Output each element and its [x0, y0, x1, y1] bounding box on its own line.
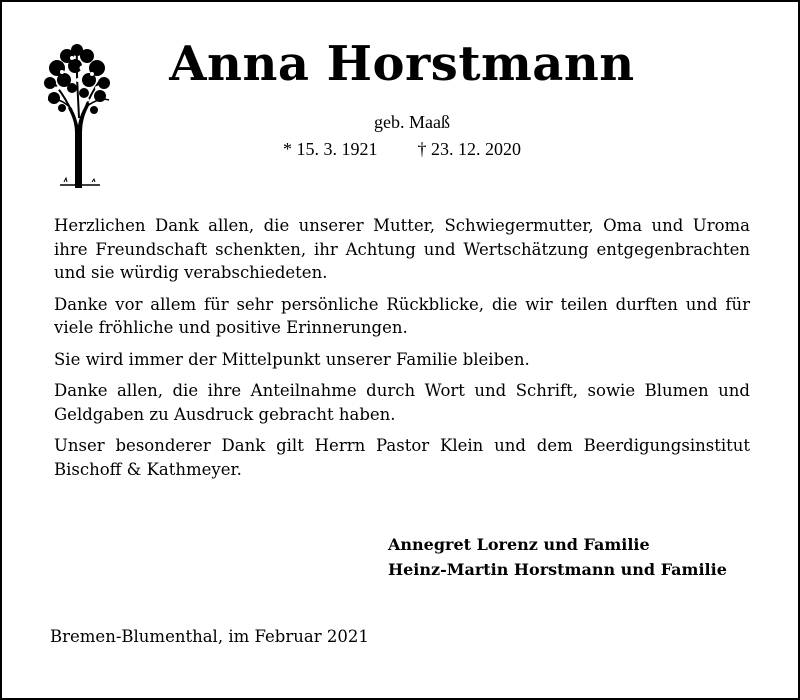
thank-you-text: [54, 214, 750, 489]
paragraph: Sie wird immer der Mittelpunkt unserer Familie bleiben.: [54, 349, 530, 369]
deceased-name: Anna Horstmann: [169, 36, 635, 92]
birth-date: * 15. 3. 1921: [283, 139, 378, 159]
life-dates: [2, 139, 800, 160]
place-and-date: Bremen-Blumenthal, im Februar 2021: [50, 627, 369, 646]
paragraph: Danke allen, die ihre Anteilnahme durch Wort und Schrift, sowie Blumen und Geldgaben zu Ausdruck gebracht haben.: [54, 381, 750, 424]
death-date: † 23. 12. 2020: [417, 139, 521, 159]
signature-line: Annegret Lorenz und Familie: [388, 535, 650, 554]
maiden-name: geb. Maaß: [374, 112, 450, 132]
signature-line: Heinz-Martin Horstmann und Familie: [388, 560, 727, 579]
paragraph: Unser besonderer Dank gilt Herrn Pastor Klein und dem Beerdigungsinstitut Bischoff & Kathmeyer.: [54, 436, 750, 479]
signatures: [388, 532, 727, 582]
paragraph: Herzlichen Dank allen, die unserer Mutter, Schwiegermutter, Oma und Uroma ihre Freundschaft schenkten, ihr Achtung und Wertschätzung entgegenbrachten und sie würdig verabschiedeten.: [54, 216, 750, 282]
paragraph: Danke vor allem für sehr persönliche Rückblicke, die wir teilen durften und für viele fröhliche und positive Erinnerungen.: [54, 294, 750, 337]
